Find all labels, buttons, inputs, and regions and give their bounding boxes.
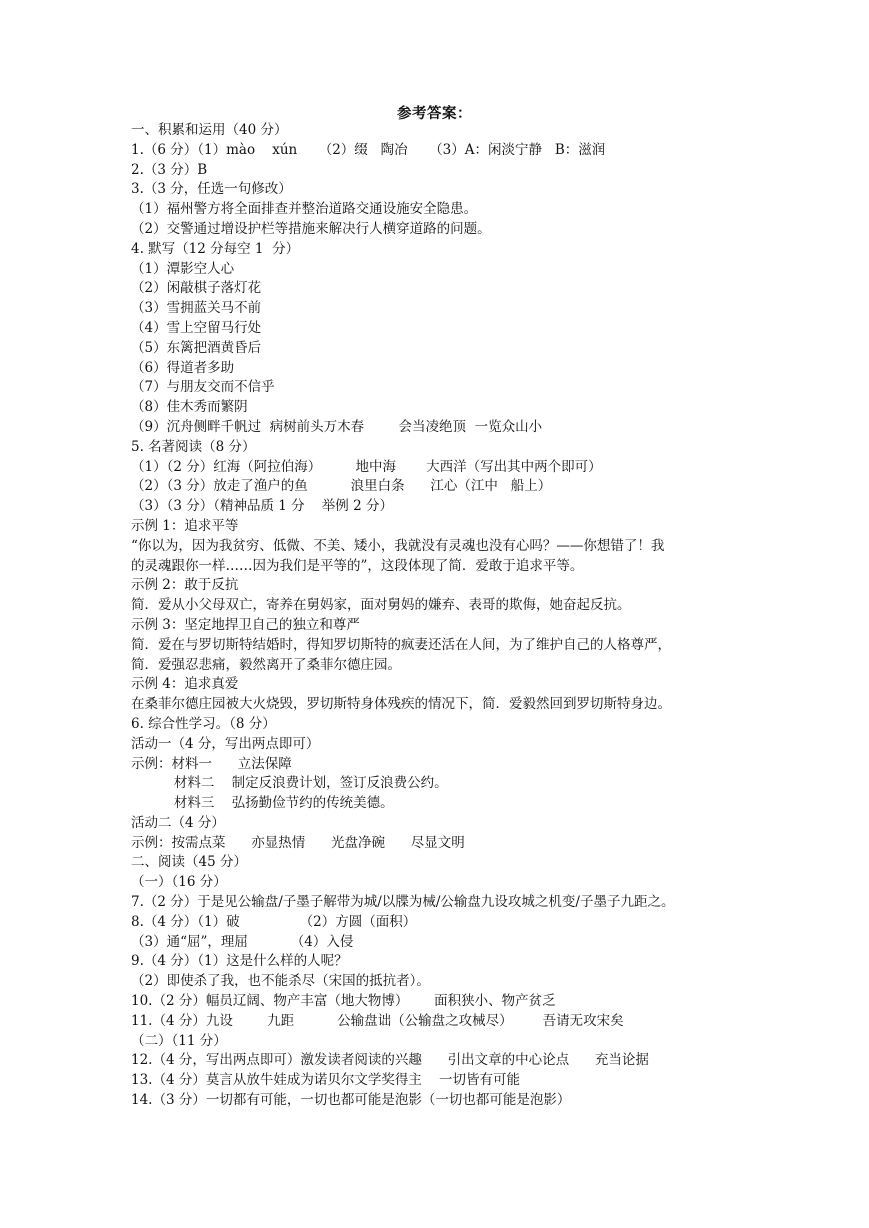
answer-line: 二、阅读（45 分） [131, 854, 247, 871]
answer-line: 示例 4：追求真爱 [131, 676, 239, 693]
answer-line: 14.（3 分）一切都有可能，一切也都可能是泡影（一切也都可能是泡影） [131, 1092, 571, 1109]
answer-line: 示例 3：坚定地捍卫自己的独立和尊严 [131, 616, 360, 633]
answer-line: （1）潭影空人心 [131, 260, 235, 277]
answer-list [131, 121, 771, 1111]
answer-line: 活动二（4 分） [131, 814, 225, 831]
answer-line: （7）与朋友交而不信乎 [131, 379, 275, 396]
answer-line: 材料二 制定反浪费计划，签订反浪费公约。 [131, 775, 448, 792]
answer-line: （3）通“屈”，理屈 （4）入侵 [131, 933, 354, 950]
answer-line: 简．爱强忍悲痛，毅然离开了桑菲尔德庄园。 [131, 656, 401, 673]
answer-line: （3）（3 分）（精神品质 1 分 举例 2 分） [131, 498, 393, 515]
answer-line: （2）闲敲棋子落灯花 [131, 280, 262, 297]
answer-line: 7.（2 分）于是见公输盘/子墨子解带为城/以牒为械/公输盘九设攻城之机变/子墨子九距之。 [131, 894, 675, 911]
answer-line: （1）福州警方将全面排查并整治道路交通设施安全隐患。 [131, 201, 478, 218]
answer-line: （2）交警通过增设护栏等措施来解决行人横穿道路的问题。 [131, 220, 491, 237]
answer-line: 简．爱在与罗切斯特结婚时，得知罗切斯特的疯妻还活在人间，为了维护自己的人格尊严， [131, 636, 671, 653]
answer-line: （9）沉舟侧畔千帆过 病树前头万木春 会当凌绝顶 一览众山小 [131, 418, 543, 435]
answer-line: “你以为，因为我贫穷、低微、不美、矮小，我就没有灵魂也没有心吗？——你想错了！我 [131, 537, 665, 554]
answer-line: 在桑菲尔德庄园被大火烧毁，罗切斯特身体残疾的情况下，简．爱毅然回到罗切斯特身边。 [131, 696, 671, 713]
answer-line: （3）雪拥蓝关马不前 [131, 300, 262, 317]
answer-line: 示例：按需点菜 亦显热情 光盘净碗 尽显文明 [131, 834, 465, 851]
answer-line: 13.（4 分）莫言从放牛娃成为诺贝尔文学奖得主 一切皆有可能 [131, 1072, 521, 1089]
answer-line: 10.（2 分）幅员辽阔、物产丰富（地大物博） 面积狭小、物产贫乏 [131, 993, 556, 1010]
answer-line: 的灵魂跟你一样……因为我们是平等的”，这段体现了简．爱敢于追求平等。 [131, 557, 584, 574]
answer-line: 材料三 弘扬勤俭节约的传统美德。 [131, 795, 394, 812]
answer-line: 12.（4 分，写出两点即可）激发读者阅读的兴趣 引出文章的中心论点 充当论据 [131, 1052, 649, 1069]
answer-line: 简．爱从小父母双亡，寄养在舅妈家，面对舅妈的嫌弃、表哥的欺侮，她奋起反抗。 [131, 597, 631, 614]
answer-line: 一、积累和运用（40 分） [131, 122, 288, 138]
answer-line: （二）（11 分） [131, 1032, 227, 1049]
answer-line: 活动一（4 分，写出两点即可） [131, 735, 320, 752]
answer-line: 1.（6 分）（1）mào xún （2）缀 陶冶 （3）A：闲淡宁静 B：滋润 [131, 141, 606, 158]
answer-line: （2）（3 分）放走了渔户的鱼 浪里白条 江心（江中 船上） [131, 478, 552, 495]
answer-line: （5）东篱把酒黄昏后 [131, 339, 262, 356]
answer-line: （1）（2 分）红海（阿拉伯海） 地中海 大西洋（写出其中两个即可） [131, 458, 602, 475]
answer-line: （4）雪上空留马行处 [131, 319, 262, 336]
answer-line: 示例：材料一 立法保障 [131, 755, 292, 772]
answer-line: 示例 2：敢于反抗 [131, 577, 239, 594]
answer-line: 示例 1：追求平等 [131, 517, 239, 534]
answer-line: 6. 综合性学习。（8 分） [131, 715, 276, 732]
answer-line: （2）即使杀了我，也不能杀尽（宋国的抵抗者）。 [131, 973, 430, 990]
answer-line: 3.（3 分，任选一句修改） [131, 181, 292, 198]
answer-line: （8）佳木秀而繁阴 [131, 399, 248, 416]
answer-line: 11.（4 分）九设 九距 公输盘诎（公输盘之攻械尽） 吾请无攻宋矣 [131, 1012, 624, 1029]
answer-line: 5. 名著阅读（8 分） [131, 438, 256, 455]
answer-line: 8.（4 分）（1）破 （2）方圆（面积） [131, 913, 417, 930]
answer-line: 9.（4 分）（1）这是什么样的人呢？ [131, 953, 348, 970]
answer-line: （6）得道者多助 [131, 359, 235, 376]
answer-line: 2.（3 分）B [131, 161, 208, 178]
answer-line: （一）（16 分） [131, 874, 227, 891]
answer-line: 4. 默写（12 分每空 1 分） [131, 240, 300, 257]
page-title: 参考答案： [397, 105, 472, 122]
